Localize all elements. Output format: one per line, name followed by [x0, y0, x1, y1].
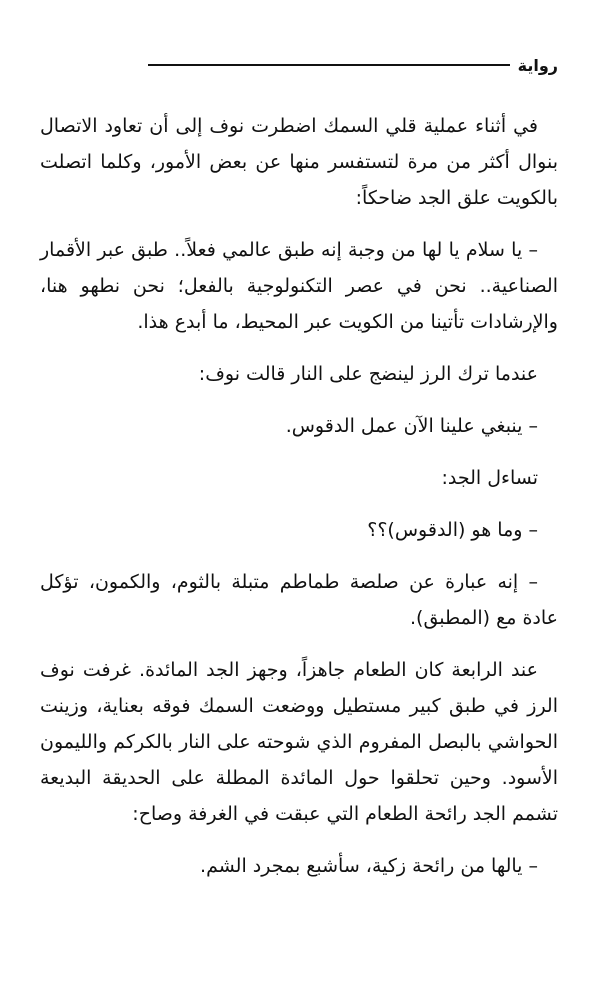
running-header-title: رواية — [517, 55, 558, 75]
paragraph-rice-cooking: عندما ترك الرز لينضج على النار قالت نوف: — [198, 363, 538, 385]
paragraph-dagoos-dialogue: – ينبغي علينا الآن عمل الدقوس. — [285, 415, 538, 437]
paragraph-pleasant-smell: – يالها من رائحة زكية، سأشبع بمجرد الشم. — [200, 855, 538, 877]
paragraph-grandfather-comment: – يا سلام يا لها من وجبة إنه طبق عالمي فعلاً.. طبق عبر الأقمار الصناعية.. نحن في عصر التكنولوجية بالفعل؛ نحن نطهو هنا، والإرشادات تأتينا من الكويت عبر المحيط، ما أبدع هذا. — [40, 239, 558, 333]
paragraph-dinner-ready: عند الرابعة كان الطعام جاهزاً، وجهز الجد المائدة. غرفت نوف الرز في طبق كبير مستطيل ووضعت السمك فوقه بعناية، وزينت الحواشي بالبصل المفروم الذي شوحته على النار بالكركم والليمون الأسود. وحين تحلقوا حول المائدة المطلة على الحديقة البديعة تشمم الجد رائحة الطعام التي عبقت في الغرفة وصاح: — [40, 659, 558, 825]
paragraph-frying-fish: في أثناء عملية قلي السمك اضطرت نوف إلى أن تعاود الاتصال بنوال أكثر من مرة لتستفسر منها عن بعض الأمور، وكلما اتصلت بالكويت علق الجد ضاحكاً: — [40, 115, 558, 209]
page-header — [148, 52, 558, 78]
paragraph-grandfather-asks: تساءل الجد: — [441, 467, 538, 489]
paragraph-dagoos-explanation: – إنه عبارة عن صلصة طماطم متبلة بالثوم، والكمون، تؤكل عادة مع (المطبق). — [40, 571, 558, 629]
page-body — [40, 108, 558, 884]
paragraph-what-is-dagoos: – وما هو (الدقوس)؟؟ — [367, 519, 538, 541]
header-rule — [148, 64, 510, 66]
